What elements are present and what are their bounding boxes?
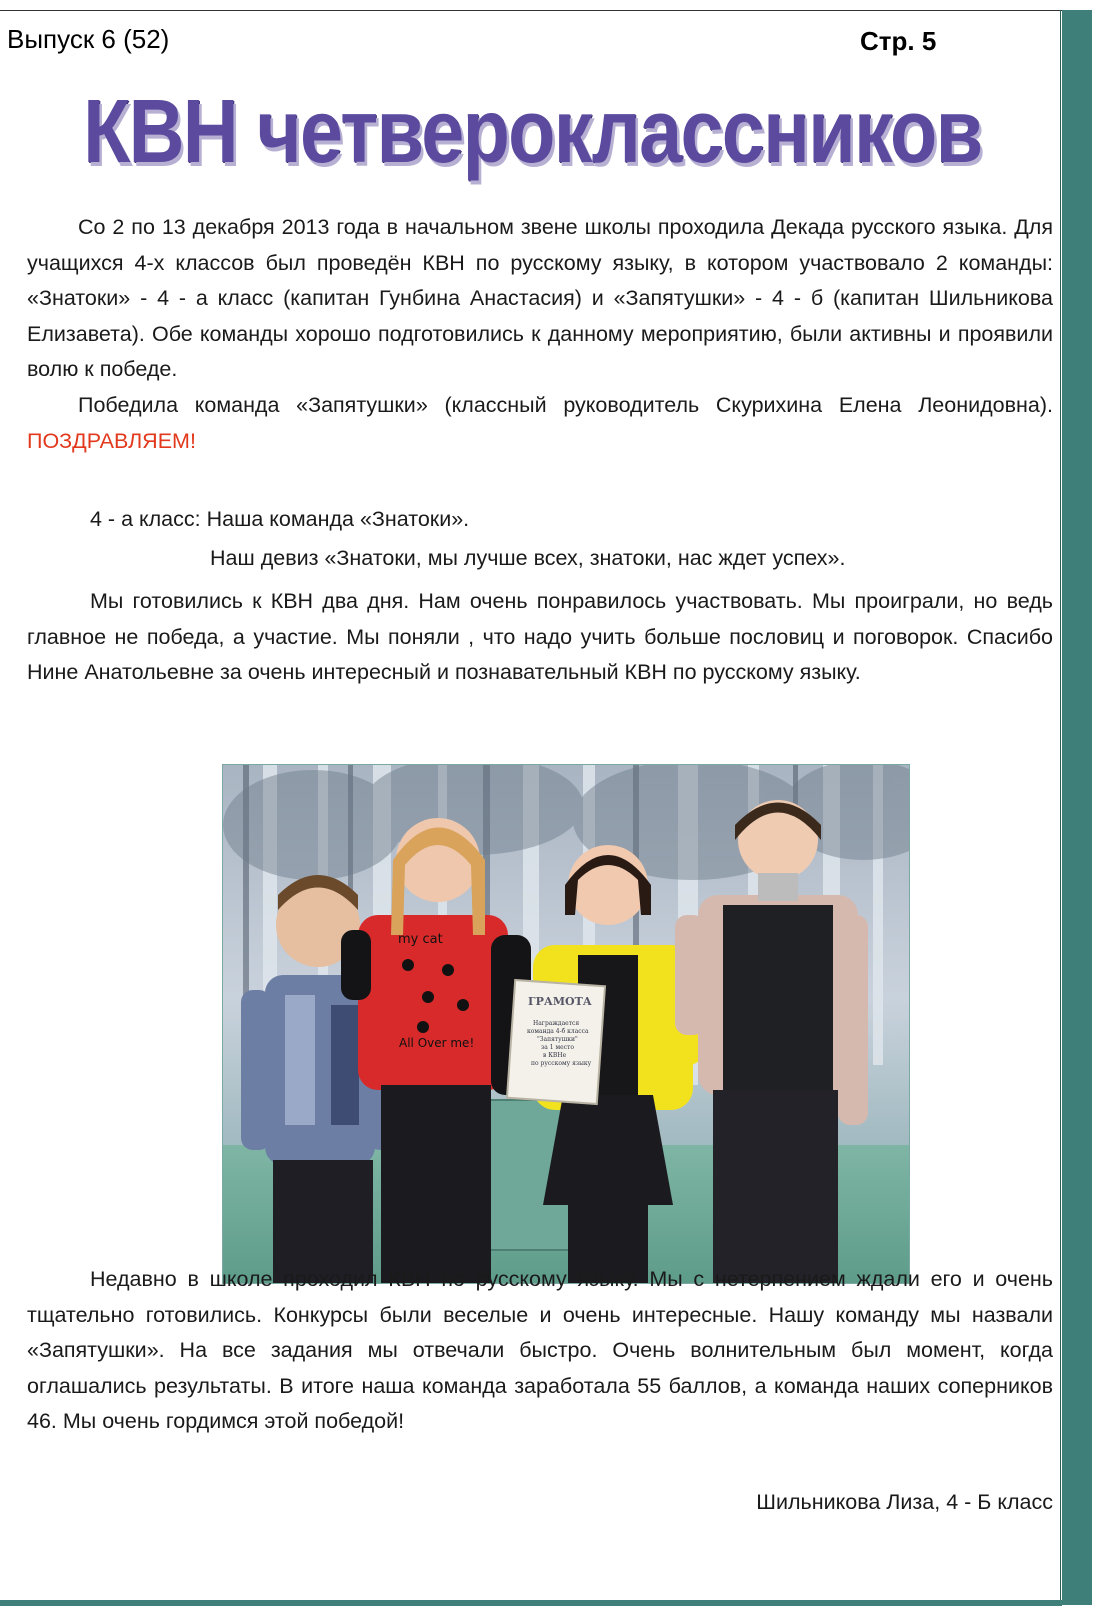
certificate-line-4: за 1 место bbox=[541, 1044, 574, 1051]
team-photo-illustration bbox=[223, 765, 909, 1283]
page-side-bar bbox=[1062, 10, 1092, 1605]
tshirt-text-1: my cat bbox=[398, 932, 443, 947]
certificate-line-6: по русскому языку bbox=[531, 1060, 592, 1067]
article-signature: Шильникова Лиза, 4 - Б класс bbox=[756, 1490, 1053, 1514]
page-side-bar-edge bbox=[1060, 10, 1061, 1605]
page-number: Стр. 5 bbox=[860, 26, 937, 56]
team-line: 4 - а класс: Наша команда «Знатоки». bbox=[90, 507, 470, 531]
top-rule bbox=[0, 10, 1062, 11]
certificate bbox=[507, 980, 605, 1104]
paragraph-winner bbox=[27, 388, 1053, 459]
certificate-line-1: Награждается bbox=[533, 1020, 580, 1027]
article-title: КВН четвероклассников bbox=[83, 82, 982, 182]
certificate-line-2: команда 4-б класса bbox=[527, 1028, 589, 1035]
page-bottom-bar bbox=[0, 1600, 1062, 1606]
paragraph-team-a: Мы готовились к КВН два дня. Нам очень понравилось участвовать. Мы проиграли, но ведь главное не победа, а участие. Мы поняли , что надо учить больше пословиц и поговорок. Спасибо Нине Анатольевне за очень интересный и познавательный КВН по русскому языку. bbox=[27, 589, 1053, 684]
motto-line: Наш девиз «Знатоки, мы лучше всех, знатоки, нас ждет успех». bbox=[210, 546, 846, 570]
certificate-line-5: в КВНе bbox=[543, 1052, 567, 1059]
certificate-title: ГРАМОТА bbox=[528, 995, 592, 1008]
paragraph-intro: Со 2 по 13 декабря 2013 года в начальном звене школы проходила Декада русского языка. Для учащихся 4-х классов был проведён КВН по русскому языку, в котором участвовало 2 команды: «Знатоки» - 4 - а класс (капитан Гунбина Анастасия) и «Запятушки» - 4 - б (капитан Шильникова Елизавета). Обе команды хорошо подготовились к данному мероприятию, были активны и проявили волю к победе. bbox=[27, 215, 1053, 381]
congrats-text: ПОЗДРАВЛЯЕМ! bbox=[27, 428, 196, 453]
tshirt-text-2: All Over me! bbox=[399, 1036, 475, 1050]
certificate-line-3: "Запятушки" bbox=[537, 1036, 578, 1043]
winner-text: Победила команда «Запятушки» (классный руководитель Скурихина Елена Леонидовна). bbox=[78, 393, 1053, 417]
team-photo bbox=[222, 764, 910, 1284]
paragraph-team-b: Недавно в школе проходил КВН по русскому языку. Мы с нетерпением ждали его и очень тщательно готовились. Конкурсы были веселые и очень интересные. Нашу команду мы назвали «Запятушки». На все задания мы отвечали быстро. Очень волнительным был момент, когда оглашались результаты. В итоге наша команда заработала 55 баллов, а команда наших соперников 46. Мы очень гордимся этой победой! bbox=[27, 1267, 1053, 1433]
issue-number: Выпуск 6 (52) bbox=[7, 24, 170, 54]
